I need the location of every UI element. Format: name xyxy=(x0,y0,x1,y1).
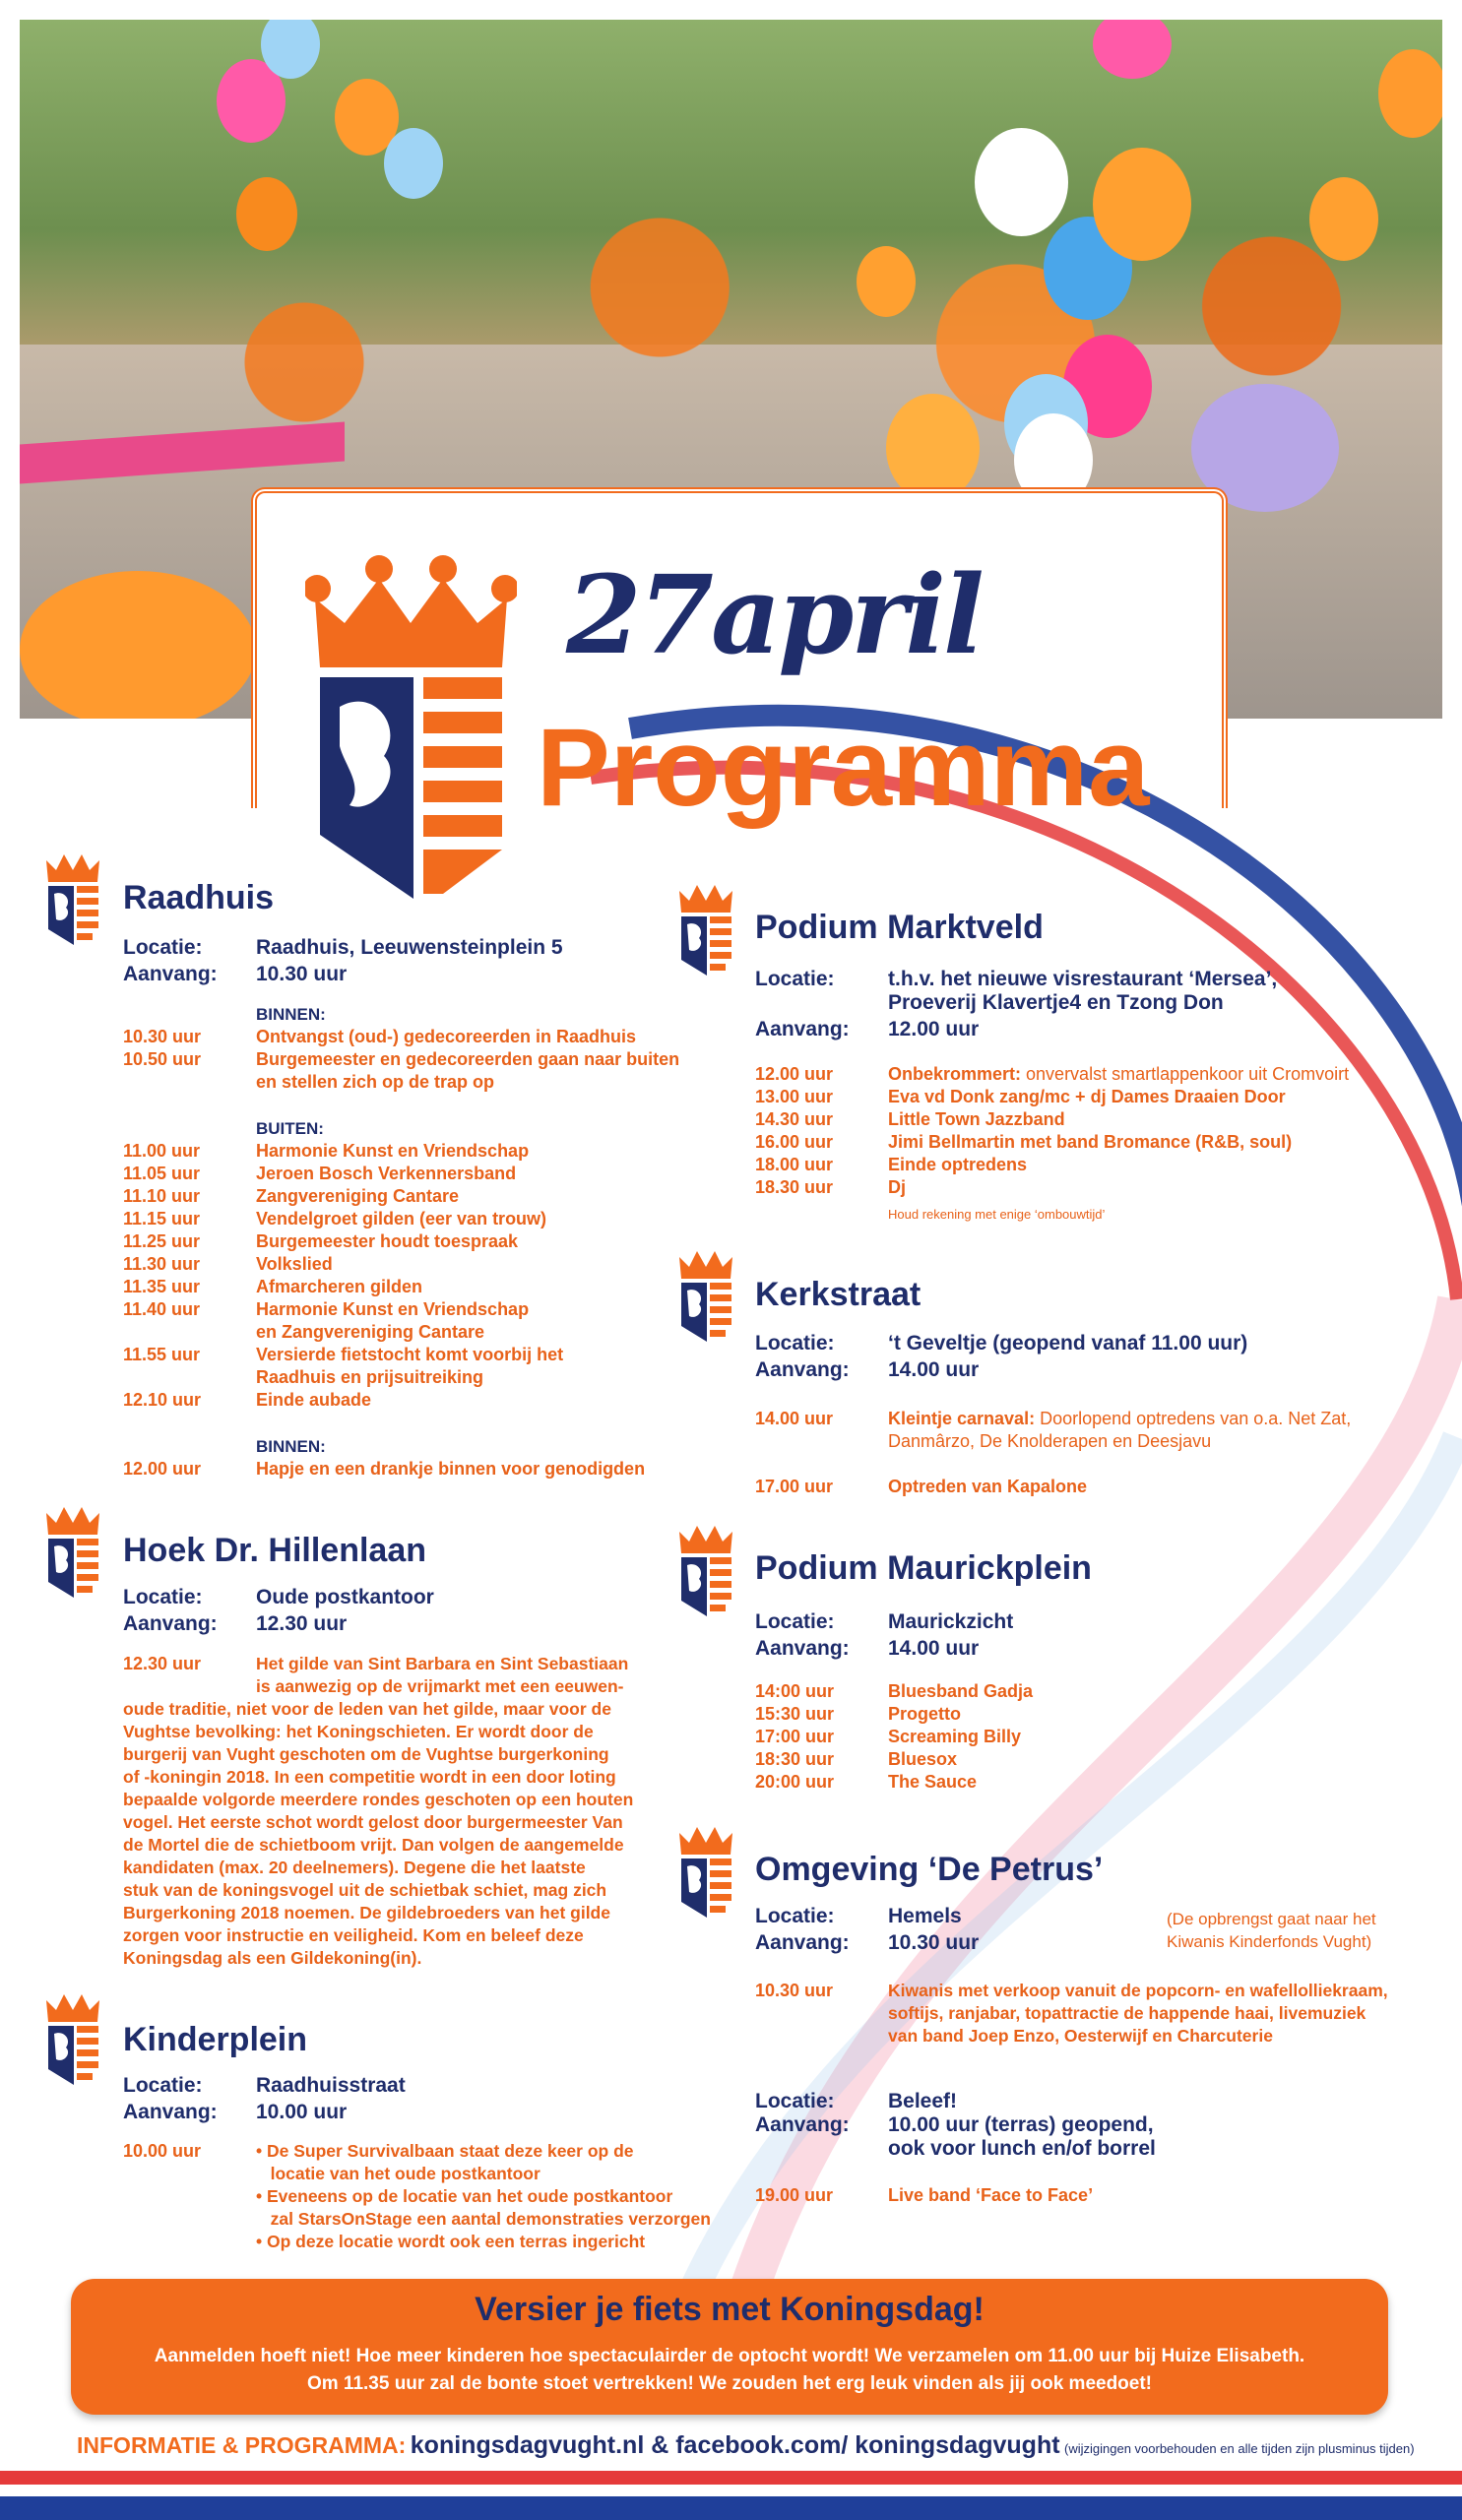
raadhuis-aanvang: Aanvang: 10.30 uur xyxy=(123,963,348,985)
kerkstraat-locatie: Locatie: ‘t Geveltje (geopend vanaf 11.00 uur) xyxy=(755,1332,1248,1354)
petrus-aanvang-2: Aanvang: 10.00 uur (terras) geopend, xyxy=(755,2113,1154,2136)
text-line: zal StarsOnStage een aantal demonstraties verzorgen xyxy=(256,2209,711,2229)
banner-line-1: Aanmelden hoeft niet! Hoe meer kinderen hoe spectaculairder de optocht wordt! We verzamelen om 11.00 uur bij Huize Elisabeth. xyxy=(154,2346,1305,2366)
binnen-label: BINNEN: xyxy=(256,1005,326,1024)
text-line: Vughtse bevolking: het Koningschieten. Er wordt door de xyxy=(123,1722,594,1741)
text-line: of -koningin 2018. In een competitie wordt in een door loting xyxy=(123,1767,616,1787)
crest-icon xyxy=(677,1245,734,1342)
section-title-petrus: Omgeving ‘De Petrus’ xyxy=(755,1851,1104,1888)
text-line: stuk van de koningsvogel uit de schietbak schiet, mag zich xyxy=(123,1880,607,1900)
section-title-kinderplein: Kinderplein xyxy=(123,2021,308,2058)
kinderplein-locatie: Locatie: Raadhuisstraat xyxy=(123,2074,406,2097)
text-line: vogel. Het eerste schot wordt gelost door burgermeester Van xyxy=(123,1812,623,1832)
crest-icon xyxy=(677,1821,734,1918)
section-title-marktveld: Podium Marktveld xyxy=(755,909,1044,946)
text-line: Burgerkoning 2018 noemen. De gildebroeders van het gilde xyxy=(123,1903,610,1922)
marktveld-locatie-2: Proeverij Klavertje4 en Tzong Don xyxy=(888,991,1224,1014)
footer-disclaimer: (wijzigingen voorbehouden en alle tijden zijn plusminus tijden) xyxy=(1064,2441,1415,2456)
text-line: zorgen voor instructie en veiligheid. Kom en beleef deze xyxy=(123,1925,584,1945)
text-line: de Mortel die de schietboom vrijt. Dan volgen de aangemelde xyxy=(123,1835,624,1855)
mauricksplein-locatie: Locatie: Maurickzicht xyxy=(755,1610,1014,1633)
text-line: oude traditie, niet voor de leden van het gilde, maar voor de xyxy=(123,1699,611,1719)
section-title-hillenlaan: Hoek Dr. Hillenlaan xyxy=(123,1532,426,1569)
crest-icon xyxy=(44,849,101,945)
mauricksplein-aanvang: Aanvang: 14.00 uur xyxy=(755,1637,980,1660)
text-line: • De Super Survivalbaan staat deze keer op de xyxy=(256,2141,634,2161)
binnen-label-2: BINNEN: xyxy=(256,1437,326,1456)
bike-banner xyxy=(71,2279,1388,2415)
petrus-side-note-1: (De opbrengst gaat naar het xyxy=(1167,1910,1376,1928)
page-title: Programma xyxy=(537,706,1150,829)
stripe-blue xyxy=(0,2496,1462,2520)
kinderplein-aanvang: Aanvang: 10.00 uur xyxy=(123,2101,348,2123)
marktveld-locatie: Locatie: t.h.v. het nieuwe visrestaurant ‘Mersea’, xyxy=(755,968,1278,990)
text-line: Kiwanis met verkoop vanuit de popcorn- en wafellolliekraam, xyxy=(888,1981,1388,2000)
poster: 27april Programma Raadhuis Locatie: Raadhuis, Leeuwensteinplein 5 Aanvang: 10.30 uur BINNEN: 10.30 uur Ontvangst (oud-) gedecoreerden in Raadhuis 10.50 uur Burgemeester en gedecoreerden gaan naar buiten en stellen zich op de trap op BUITEN: 11.00 uur Harmonie Kunst en Vriendschap 11.05 uur Jeroen Bosch Verkennersband 11.10 uur Zangvereniging Cantare 11.15 uur Vendelgroet gilden (eer van trouw) 11.25 uur Burgemeester houdt toespraak 11.30 uur Volkslied 11.35 uur Afmarcheren gilden 11.40 uur Harmonie Kunst en Vriendschap en Zangvereniging Cantare 11.55 uur Versierde fietstocht komt voorbij het Raadhuis en prijsuitreiking 12.10 uur Einde aubade BINNEN: 12.00 uur Hapje en een drankje binnen voor genodigden Hoek Dr. Hillenlaan Locatie: Oude postkantoor Aanvang: 12.30 uur 12.30 uur Het gilde van Sint Barbara en Sint Sebastiaan is aanwezig op de vrijmarkt met een eeuwen- oude traditie, niet voor de leden van het gilde, maar voor de Vughtse bevolking: het Koningschieten. Er wordt door de burgerij van Vught geschoten om de Vughtse burgerkoning of -koningin 2018. In een competitie wordt in een door loting bepaalde volgorde meerdere rondes geschoten op een houten vogel. Het eerste schot wordt gelost door burgermeester Van de Mortel die de schietboom vrijt. Dan volgen de aangemelde kandidaten (max. 20 deelnemers). Degene die het laatste stuk van de koningsvogel uit de schietbak schiet, mag zich Burgerkoning 2018 noemen. De gildebroeders van het gilde zorgen voor instructie en veiligheid. Kom en beleef deze Koningsdag als een Gildekoning(in). Kinderplein Locatie: Raadhuisstraat Aanvang: 10.00 uur 10.00 uur • De Super Survivalbaan staat deze keer op de locatie van het oude postkantoor • Eveneens op de locatie van het oude postkantoor zal StarsOnStage een aantal demonstraties verzorgen • Op deze locatie wordt ook een terras ingericht Podium Marktveld Locatie: t.h.v. het nieuwe visrestaurant ‘Mersea’, Proeverij Klavertje4 en Tzong Don Aanvang: 12.00 uur 12.00 uur Onbekrommert: onvervalst smartlappenkoor uit Cromvoirt 13.00 uur Eva vd Donk zang/mc + dj Dames Draaien Door 14.30 uur Little Town Jazzband 16.00 uur Jimi Bellmartin met band Bromance (R&B, soul) 18.00 uur Einde optredens 18.30 uur Dj Houd rekening met enige ‘ombouwtijd’ Kerkstraat Locatie: ‘t Geveltje (geopend vanaf 11.00 uur) Aanvang: 14.00 uur 14.00 uur Kleintje carnaval: Doorlopend optredens van o.a. Net Zat, Danmârzo, De Knolderapen en Deesjavu 17.00 uur Optreden van Kapalone Podium Maurickplein Locatie: Maurickzicht Aanvang: 14.00 uur 14:00 uur Bluesband Gadja 15:30 uur Progetto 17:00 uur Screaming Billy 18:30 uur Bluesox 20:00 uur The Sauce Omgeving ‘De Petrus’ Locatie: Hemels Aanvang: 10.30 uur (De opbrengst gaat naar het Kiwanis Kinderfonds Vught) 10.30 uur Kiwanis met verkoop vanuit de popcorn- en wafellolliekraam, softijs, ranjabar, topattractie de happende haai, livemuziek van band Joep Enzo, Oesterwijf en Charcuterie Locatie: Beleef! Aanvang: 10.00 uur (terras) geopend, ook voor lunch en/of borrel 19.00 uur Live band ‘Face to Face’ Versier je fiets met Koningsdag! Aanmelden hoeft niet! Hoe meer kinderen hoe spectaculairder de optocht wordt! We verzamelen om 11.00 uur bij Huize Elisabeth. Om 11.35 uur zal de bonte stoet vertrekken! We zouden het erg leuk vinden als jij ook meedoet! INFORMATIE & PROGRAMMA: koningsdagvught.nl & facebook.com/ koningsdagvught (wijzigingen voorbehouden en alle tijden zijn plusminus tijden) xyxy=(0,0,1462,2520)
stripe-red xyxy=(0,2471,1462,2485)
text-line: softijs, ranjabar, topattractie de happende haai, livemuziek xyxy=(888,2003,1367,2023)
banner-title: Versier je fiets met Koningsdag! xyxy=(475,2291,985,2328)
kerkstraat-aanvang: Aanvang: 14.00 uur xyxy=(755,1358,980,1381)
section-title-raadhuis: Raadhuis xyxy=(123,879,275,916)
text-line: Het gilde van Sint Barbara en Sint Sebastiaan xyxy=(256,1654,629,1673)
petrus-aanvang-2b: ook voor lunch en/of borrel xyxy=(888,2137,1156,2160)
text-line: burgerij van Vught geschoten om de Vughtse burgerkoning xyxy=(123,1744,609,1764)
crest-icon xyxy=(44,1988,101,2085)
crown-crest-icon xyxy=(305,539,517,899)
buiten-label: BUITEN: xyxy=(256,1119,324,1138)
petrus-aanvang: Aanvang: 10.30 uur xyxy=(755,1931,980,1954)
crest-icon xyxy=(677,879,734,976)
section-title-mauricksplein: Podium Maurickplein xyxy=(755,1549,1092,1587)
petrus-side-note-2: Kiwanis Kinderfonds Vught) xyxy=(1167,1932,1372,1951)
text-line: bepaalde volgorde meerdere rondes geschoten op een houten xyxy=(123,1790,634,1809)
text-line: locatie van het oude postkantoor xyxy=(256,2164,540,2183)
section-title-kerkstraat: Kerkstraat xyxy=(755,1276,922,1313)
crest-icon xyxy=(44,1501,101,1598)
banner-line-2: Om 11.35 uur zal de bonte stoet vertrekken! We zouden het erg leuk vinden als jij ook meedoet! xyxy=(306,2373,1153,2394)
text-line: kandidaten (max. 20 deelnemers). Degene die het laatste xyxy=(123,1858,586,1877)
text-line: Koningsdag als een Gildekoning(in). xyxy=(123,1948,422,1968)
raadhuis-locatie: Locatie: Raadhuis, Leeuwensteinplein 5 xyxy=(123,936,563,959)
title-date: 27april xyxy=(566,551,982,678)
crest-icon xyxy=(677,1520,734,1616)
stripe-white xyxy=(0,2485,1462,2496)
footer-info xyxy=(77,2431,1415,2460)
marktveld-note: Houd rekening met enige ‘ombouwtijd’ xyxy=(888,1207,1106,1222)
petrus-locatie-2: Locatie: Beleef! xyxy=(755,2090,958,2112)
marktveld-aanvang: Aanvang: 12.00 uur xyxy=(755,1018,980,1040)
text-line: • Op deze locatie wordt ook een terras ingericht xyxy=(256,2232,646,2251)
petrus-locatie: Locatie: Hemels xyxy=(755,1905,962,1927)
text-line: van band Joep Enzo, Oesterwijf en Charcuterie xyxy=(888,2026,1273,2046)
footer-label: INFORMATIE & PROGRAMMA: xyxy=(77,2432,407,2458)
footer-urls[interactable]: koningsdagvught.nl & facebook.com/ koningsdagvught xyxy=(410,2431,1060,2459)
text-line: is aanwezig op de vrijmarkt met een eeuwen- xyxy=(256,1676,624,1696)
hillenlaan-locatie: Locatie: Oude postkantoor xyxy=(123,1586,434,1608)
hillenlaan-aanvang: Aanvang: 12.30 uur xyxy=(123,1612,348,1635)
text-line: • Eveneens op de locatie van het oude postkantoor xyxy=(256,2186,673,2206)
